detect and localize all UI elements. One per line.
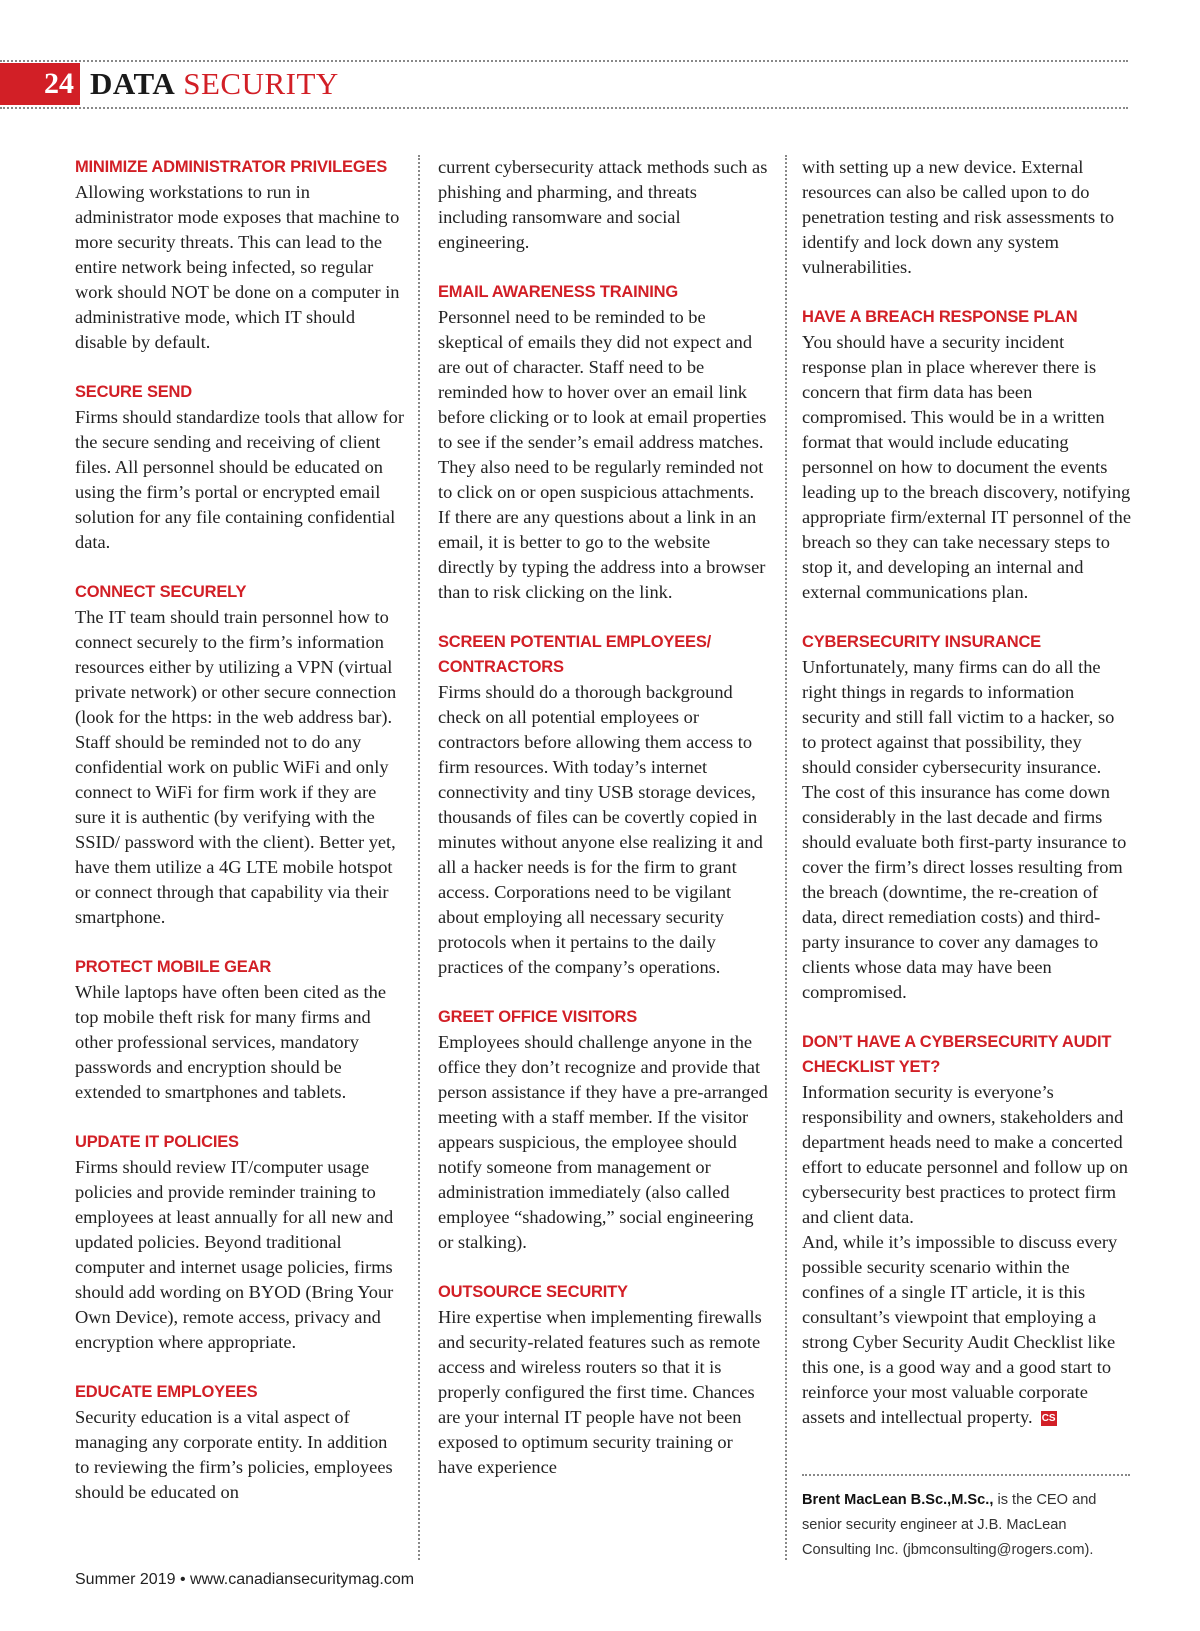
section-heading: EDUCATE EMPLOYEES: [75, 1383, 258, 1401]
section-heading: DON’T HAVE A CYBERSECURITY AUDIT CHECKLIST YET?: [802, 1033, 1112, 1076]
section-secure-send: [75, 380, 405, 555]
section-body: current cybersecurity attack methods such as phishing and pharming, and threats including ransomware and social engineering.: [438, 157, 768, 252]
section-body: Firms should review IT/computer usage policies and provide reminder training to employees at least annually for all new and updated policies. Beyond traditional computer and internet usage policies, firms should add wording on BYOD (Bring Your Own Device), remote access, privacy and encryption where appropriate.: [75, 1157, 394, 1352]
section-heading: UPDATE IT POLICIES: [75, 1133, 239, 1151]
section-body: Security education is a vital aspect of managing any corporate entity. In addition to reviewing the firm’s policies, employees should be educated on: [75, 1407, 393, 1502]
section-cyber-insurance: [802, 630, 1132, 1005]
section-body: Allowing workstations to run in administrator mode exposes that machine to more security threats. This can lead to the entire network being infected, so regular work should NOT be done on a computer in administrative mode, which IT should disable by default.: [75, 182, 400, 352]
section-heading: MINIMIZE ADMINISTRATOR PRIVILEGES: [75, 158, 388, 176]
section-body: Hire expertise when implementing firewalls and security-related features such as remote access and wireless routers so that it is properly configured the first time. Chances are your internal IT people have not been exposed to optimum security training or have experience: [438, 1307, 762, 1477]
section-body: The IT team should train personnel how to connect securely to the firm’s information resources either by utilizing a VPN (virtual private network) or other secure connection (look for the https: in the web address bar). Staff should be reminded not to do any confidential work on public WiFi and only connect to WiFi for firm work if they are sure it is authentic (by verifying with the SSID/ password with the client). Better yet, have them utilize a 4G LTE mobile hotspot or connect through that capability via their smartphone.: [75, 607, 397, 927]
column-divider: [418, 155, 420, 1560]
section-heading: GREET OFFICE VISITORS: [438, 1008, 638, 1026]
column-1: [75, 155, 405, 1530]
section-educate-continued: [438, 155, 768, 255]
header-bottom-rule: [0, 107, 1128, 109]
section-title-word2: SECURITY: [183, 66, 339, 101]
section-body: Firms should do a thorough background check on all potential employees or contractors before allowing them access to firm resources. With today’s internet connectivity and tiny USB storage devices, thousands of files can be covertly copied in minutes without anyone else realizing it and all a hacker needs is for the firm to grant access. Corporations need to be vigilant about employing all necessary security protocols when it pertains to the daily practices of the company’s operations.: [438, 682, 763, 977]
author-name: Brent MacLean B.Sc.,M.Sc.,: [802, 1492, 994, 1508]
section-heading: PROTECT MOBILE GEAR: [75, 958, 272, 976]
section-outsource-security: [438, 1280, 768, 1480]
section-greet-visitors: [438, 1005, 768, 1255]
author-bio-text: is the CEO and senior security engineer at J.B. MacLean Consulting Inc. (jbmconsulting@rogers.com).: [802, 1492, 1097, 1558]
section-update-policies: [75, 1130, 405, 1355]
bio-divider: [802, 1474, 1130, 1476]
section-title-word1: DATA: [90, 66, 176, 101]
end-mark-icon: CS: [1041, 1413, 1056, 1425]
section-body-end: [802, 1230, 1132, 1430]
section-screen-employees: [438, 630, 768, 980]
section-audit-checklist: [802, 1030, 1132, 1430]
section-body: with setting up a new device. External resources can also be called upon to do penetration testing and risk assessments to identify and lock down any system vulnerabilities.: [802, 157, 1115, 277]
section-protect-mobile: [75, 955, 405, 1105]
page-footer: Summer 2019 • www.canadiansecuritymag.com: [75, 1571, 415, 1588]
section-heading: CYBERSECURITY INSURANCE: [802, 633, 1041, 651]
section-body: Firms should standardize tools that allow for the secure sending and receiving of client files. All personnel should be educated on using the firm’s portal or encrypted email solution for any file containing confidential data.: [75, 407, 404, 552]
section-minimize-admin: [75, 155, 405, 355]
section-body: Unfortunately, many firms can do all the right things in regards to information security and still fall victim to a hacker, so to protect against that possibility, they should consider cybersecurity insurance. The cost of this insurance has come down considerably in the last decade and firms should evaluate both first-party insurance to cover the firm’s direct losses resulting from the breach (downtime, the re-creation of data, direct remediation costs) and third-party insurance to cover any damages to clients whose data may have been compromised.: [802, 657, 1127, 1002]
page-number: 24: [0, 63, 80, 105]
section-heading: OUTSOURCE SECURITY: [438, 1283, 628, 1301]
section-body: Personnel need to be reminded to be skeptical of emails they did not expect and are out of character. Staff need to be reminded how to hover over an email link before clicking or to look at email properties to see if the sender’s email address matches. They also need to be regularly reminded not to click on or open suspicious attachments. If there are any questions about a link in an email, it is better to go to the website directly by typing the address into a browser than to risk clicking on the link.: [438, 307, 767, 602]
section-heading: SECURE SEND: [75, 383, 192, 401]
column-3: [802, 155, 1132, 1455]
section-body: You should have a security incident response plan in place wherever there is concern that firm data has been compromised. This would be in a written format that would include educating personnel on how to document the events leading up to the breach discovery, notifying appropriate firm/external IT personnel of the breach so they can take necessary steps to stop it, and developing an internal and external communications plan.: [802, 332, 1132, 602]
section-educate-employees: [75, 1380, 405, 1505]
section-heading: EMAIL AWARENESS TRAINING: [438, 283, 678, 301]
section-connect-securely: [75, 580, 405, 930]
column-divider: [785, 155, 787, 1560]
section-body: Employees should challenge anyone in the office they don’t recognize and provide that person assistance if they have a pre-arranged meeting with a staff member. If the visitor appears suspicious, the employee should notify someone from management or administration immediately (also called employee “shadowing,” social engineering or stalking).: [438, 1032, 768, 1252]
section-heading: SCREEN POTENTIAL EMPLOYEES/ CONTRACTORS: [438, 633, 712, 676]
header-top-rule: [0, 60, 1128, 62]
section-body-text: And, while it’s impossible to discuss every possible security scenario within the confines of a single IT article, it is this consultant’s viewpoint that employing a strong Cyber Security Audit Checklist like this one, is a good way and a good start to reinforce your most valuable corporate assets and intellectual property.: [802, 1232, 1118, 1427]
column-2: [438, 155, 768, 1505]
author-bio: [802, 1488, 1132, 1563]
section-body: While laptops have often been cited as the top mobile theft risk for many firms and other professional services, mandatory passwords and encryption should be extended to smartphones and tablets.: [75, 982, 386, 1102]
section-body: Information security is everyone’s responsibility and owners, stakeholders and department heads need to make a concerted effort to educate personnel and follow up on cybersecurity best practices to protect firm and client data.: [802, 1082, 1128, 1227]
section-email-awareness: [438, 280, 768, 605]
section-heading: HAVE A BREACH RESPONSE PLAN: [802, 308, 1078, 326]
section-title: [90, 63, 339, 105]
section-breach-plan: [802, 305, 1132, 605]
section-outsource-continued: [802, 155, 1132, 280]
section-heading: CONNECT SECURELY: [75, 583, 247, 601]
